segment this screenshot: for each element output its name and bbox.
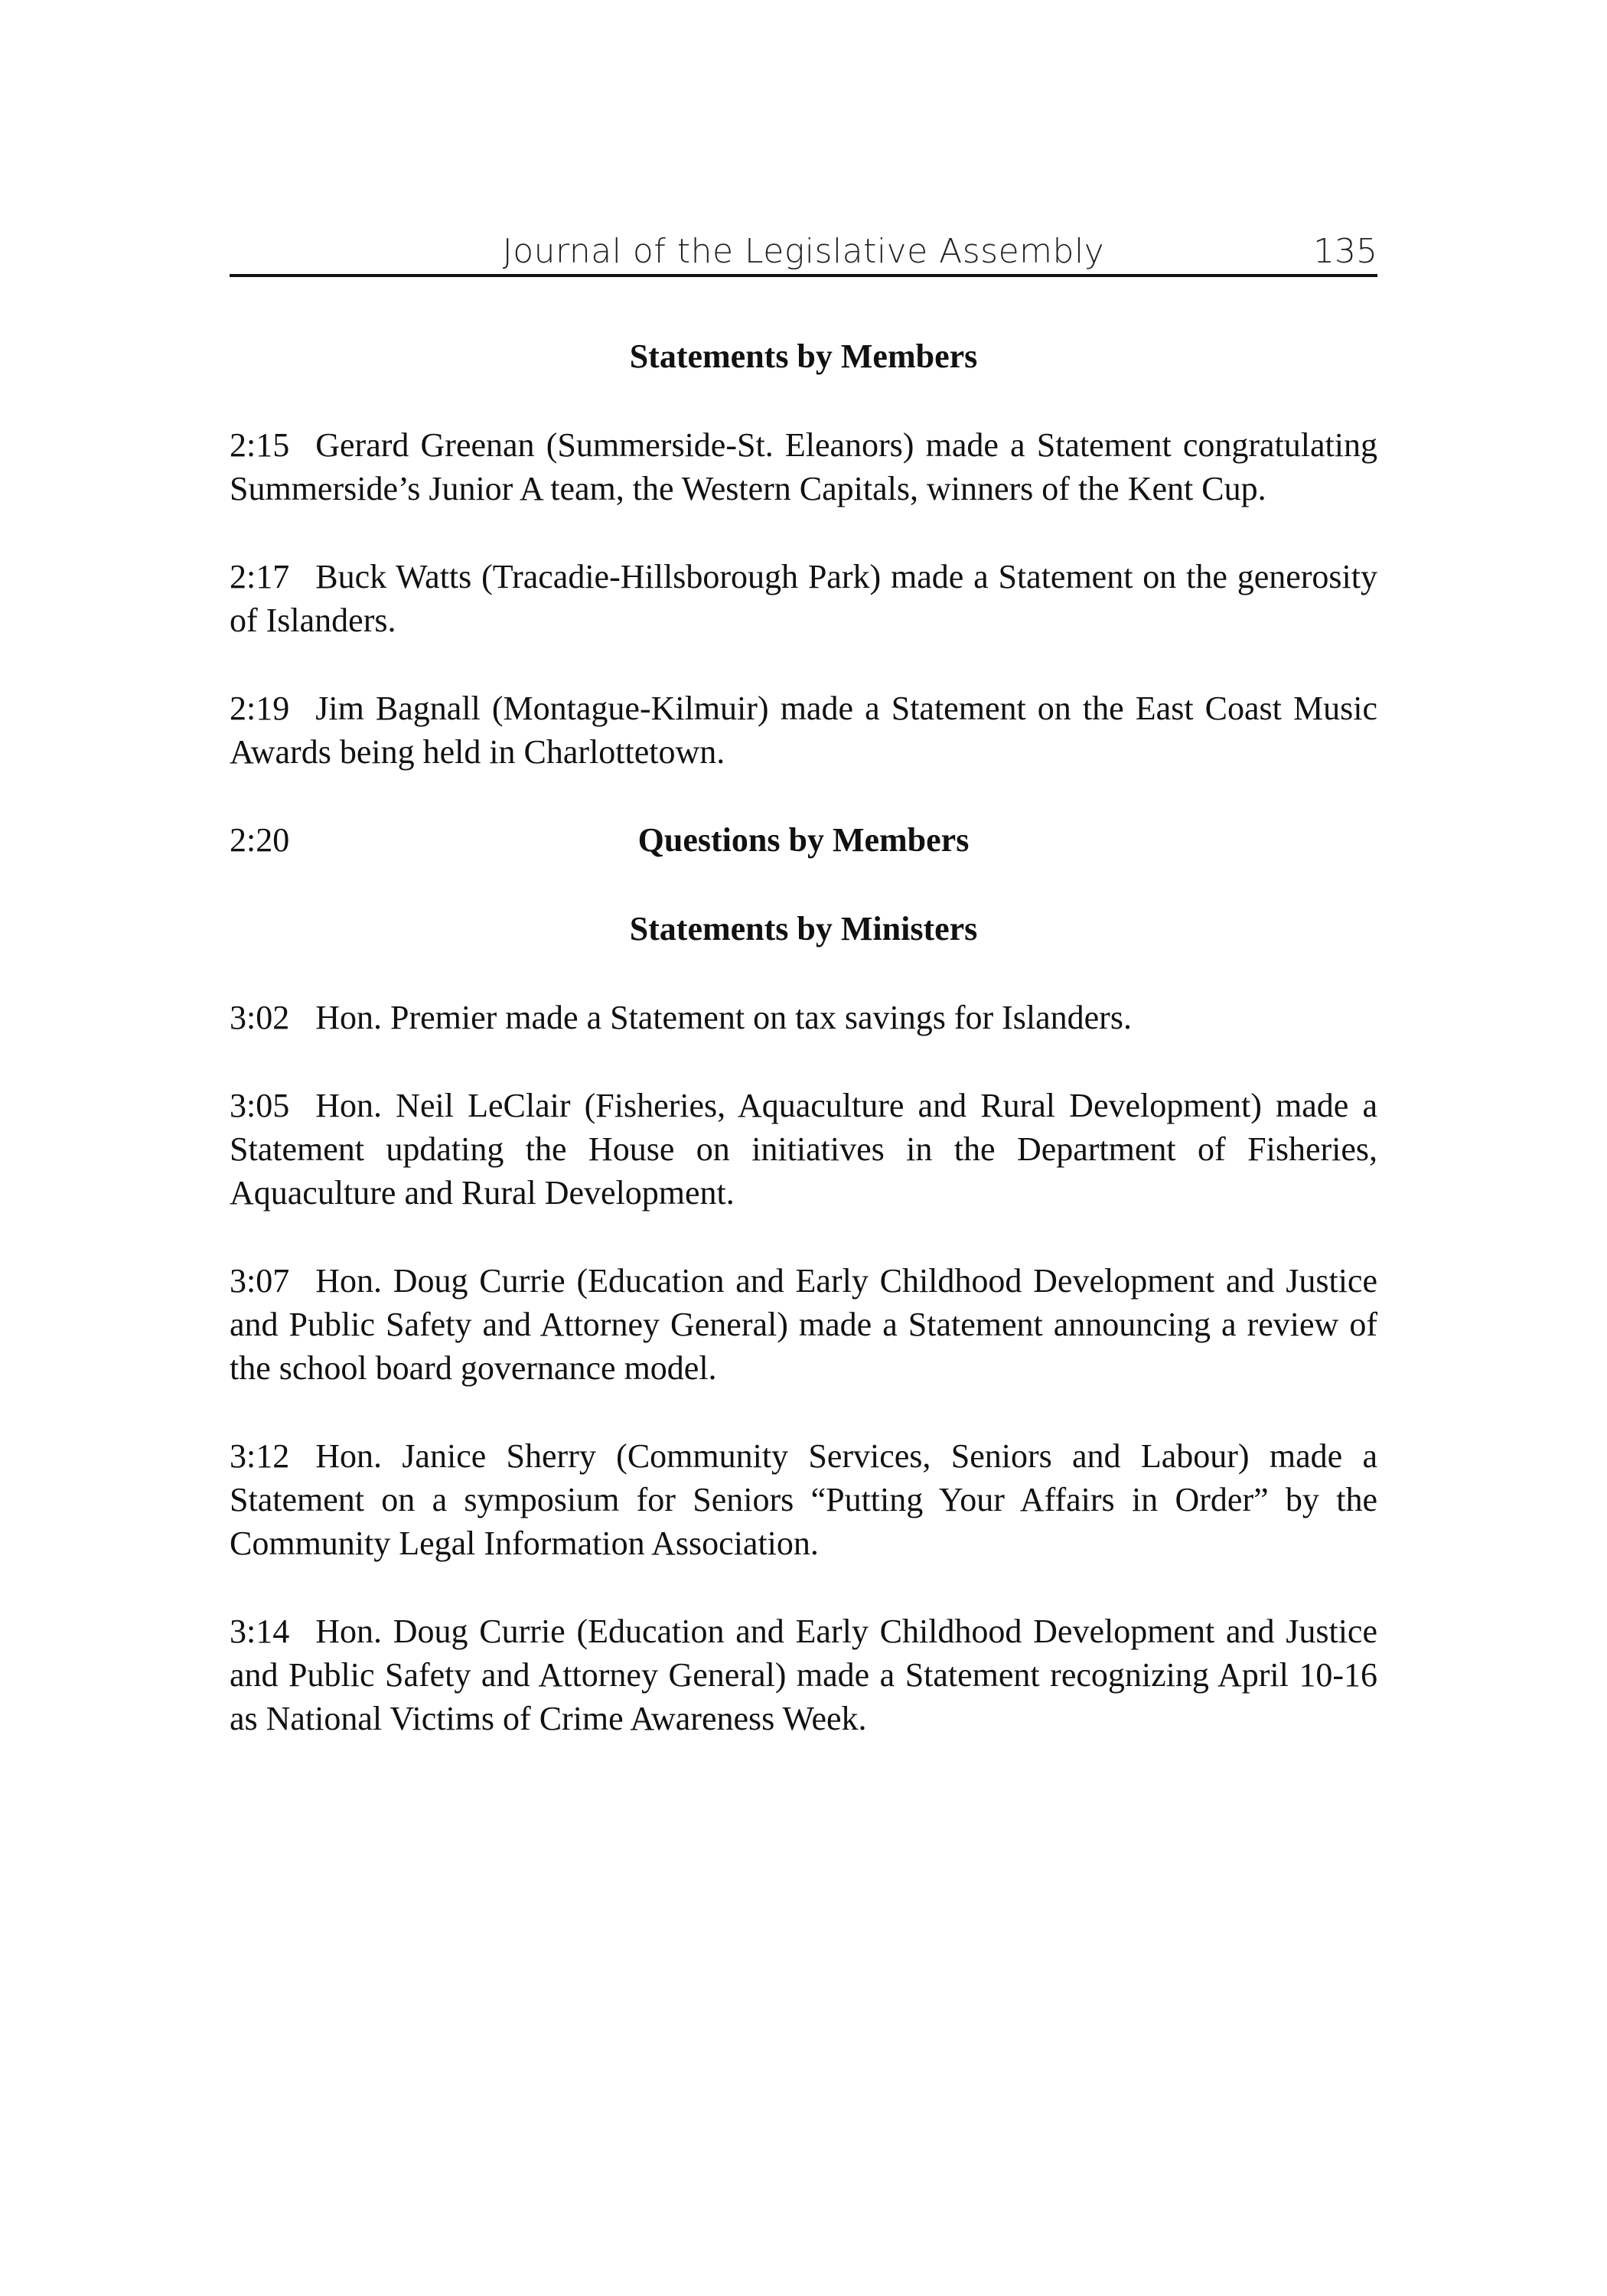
questions-time: 2:20: [230, 821, 290, 859]
journal-title: Journal of the Legislative Assembly: [502, 232, 1105, 271]
minister-statement: [230, 1434, 1377, 1565]
statement-text: Gerard Greenan (Summerside-St. Eleanors) made a Statement congratulating Summerside’s Junior A team, the Western Capitals, winners of the Kent Cup.: [230, 426, 1377, 507]
statement-time: 2:17: [230, 558, 290, 595]
running-header: [230, 230, 1377, 277]
statement-time: 2:19: [230, 690, 290, 727]
page-content: [230, 230, 1377, 1740]
member-statement: [230, 423, 1377, 510]
members-statements-heading: Statements by Members: [629, 338, 978, 375]
questions-heading: Questions by Members: [637, 821, 970, 859]
statement-time: 3:14: [230, 1613, 290, 1650]
statement-time: 3:05: [230, 1087, 290, 1124]
statement-time: 3:07: [230, 1262, 290, 1300]
statement-text: Buck Watts (Tracadie-Hillsborough Park) made a Statement on the generosity of Islanders.: [230, 558, 1377, 639]
statement-text: Hon. Doug Currie (Education and Early Childhood Development and Justice and Public Safety and Attorney General) made a Statement announcing a review of the school board governance model.: [230, 1262, 1377, 1387]
statement-text: Hon. Janice Sherry (Community Services, Seniors and Labour) made a Statement on a symposium for Seniors “Putting Your Affairs in Order” by the Community Legal Information Association.: [230, 1437, 1377, 1562]
member-statement: [230, 555, 1377, 642]
statement-text: Hon. Neil LeClair (Fisheries, Aquaculture and Rural Development) made a Statement updating the House on initiatives in the Department of Fisheries, Aquaculture and Rural Development.: [230, 1087, 1377, 1212]
statement-time: 2:15: [230, 426, 290, 464]
statement-time: 3:02: [230, 999, 290, 1036]
page-number: 135: [1313, 232, 1377, 271]
minister-statement: [230, 1259, 1377, 1390]
minister-statement: [230, 1084, 1377, 1215]
questions-heading-row: [230, 818, 1377, 863]
member-statement: [230, 687, 1377, 774]
minister-statement: [230, 1609, 1377, 1740]
statement-text: Jim Bagnall (Montague-Kilmuir) made a Statement on the East Coast Music Awards being held in Charlottetown.: [230, 690, 1377, 771]
statement-text: Hon. Doug Currie (Education and Early Childhood Development and Justice and Public Safety and Attorney General) made a Statement recognizing April 10-16 as National Victims of Crime Awareness Week.: [230, 1613, 1377, 1737]
ministers-statements-heading: Statements by Ministers: [629, 910, 978, 947]
statement-time: 3:12: [230, 1437, 290, 1475]
minister-statement: [230, 996, 1377, 1039]
statement-text: Hon. Premier made a Statement on tax savings for Islanders.: [315, 999, 1132, 1036]
